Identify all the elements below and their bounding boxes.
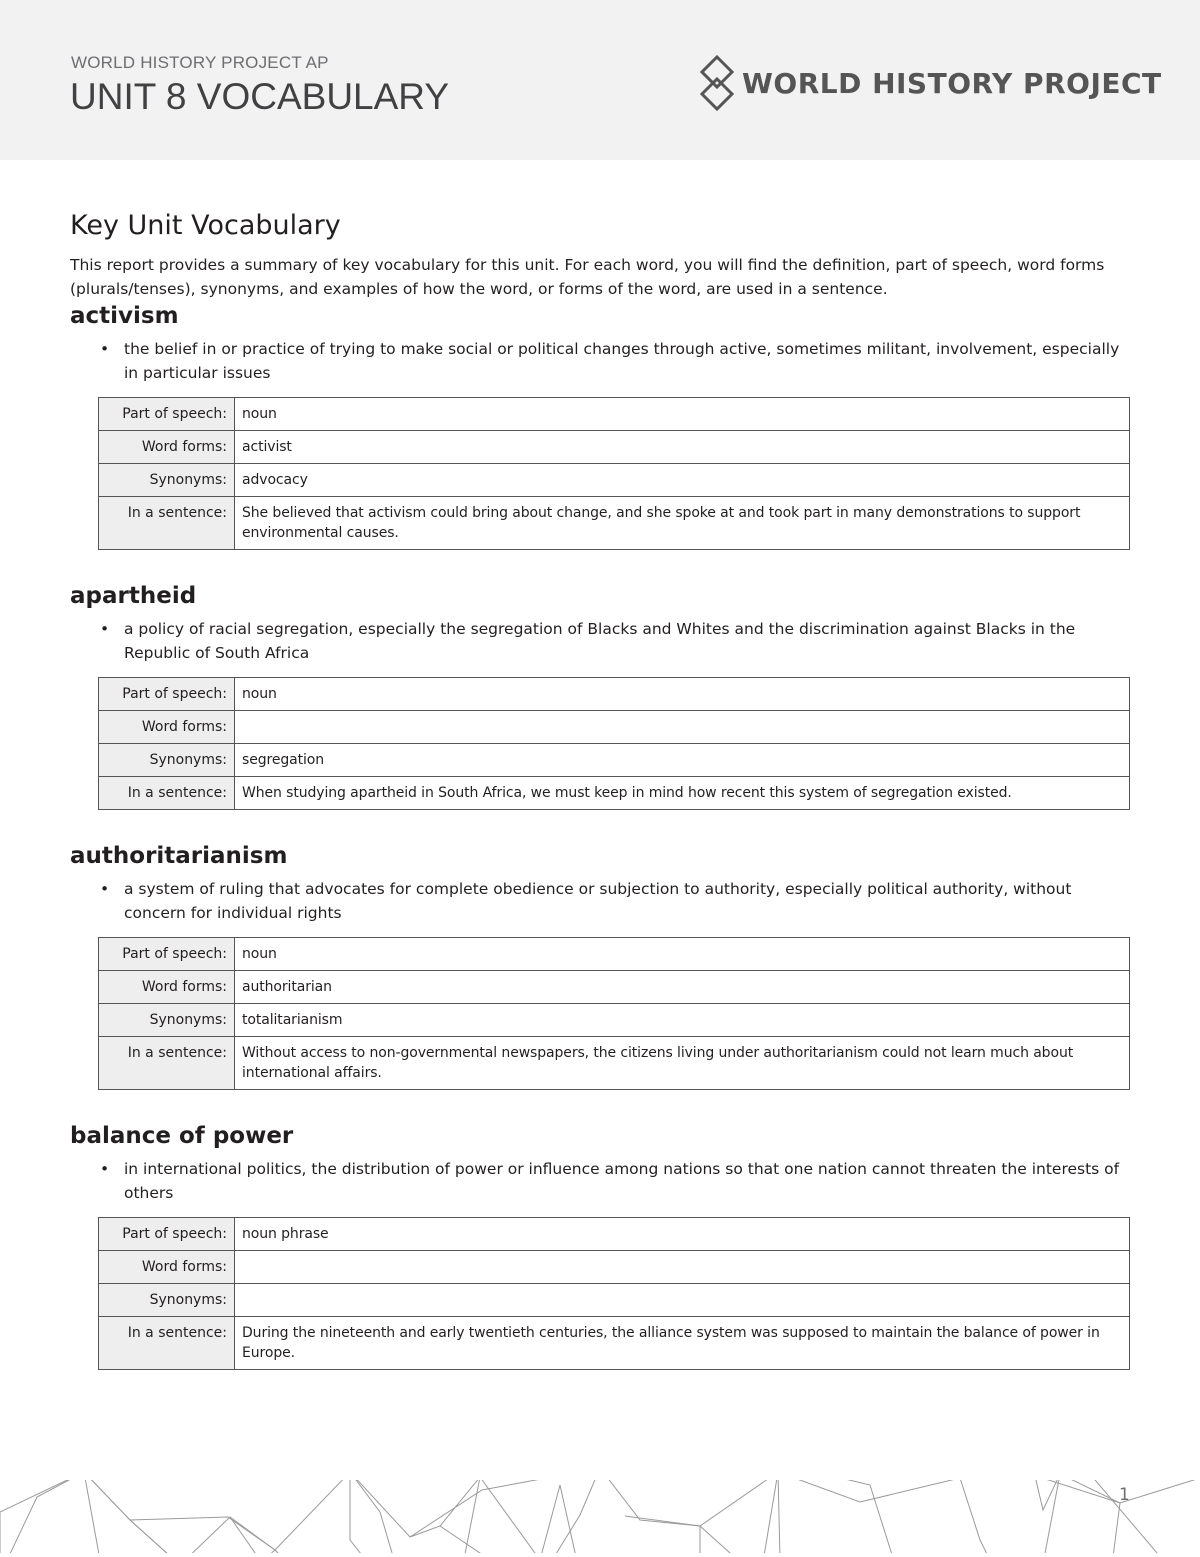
synonyms-label: Synonyms: xyxy=(99,1284,235,1317)
table-row xyxy=(99,1218,1130,1251)
word-forms-label: Word forms: xyxy=(99,711,235,744)
table-row xyxy=(99,971,1130,1004)
definition-list xyxy=(70,1157,1130,1205)
definition-list xyxy=(70,337,1130,385)
logo xyxy=(700,55,1162,111)
part-of-speech-value: noun xyxy=(235,678,1130,711)
vocab-entry xyxy=(70,581,1130,810)
synonyms-value: advocacy xyxy=(235,464,1130,497)
table-row xyxy=(99,1284,1130,1317)
definition-list xyxy=(70,877,1130,925)
part-of-speech-value: noun xyxy=(235,938,1130,971)
part-of-speech-value: noun phrase xyxy=(235,1218,1130,1251)
word-forms-label: Word forms: xyxy=(99,1251,235,1284)
example-sentence-label: In a sentence: xyxy=(99,1317,235,1370)
part-of-speech-label: Part of speech: xyxy=(99,1218,235,1251)
section-heading: Key Unit Vocabulary xyxy=(70,210,341,241)
synonyms-label: Synonyms: xyxy=(99,464,235,497)
unit-title: UNIT 8 VOCABULARY xyxy=(70,76,450,117)
example-sentence-value: She believed that activism could bring about change, and she spoke at and took part in many demonstrations to support environmental causes. xyxy=(235,497,1130,550)
vocab-table xyxy=(98,677,1130,810)
main-content xyxy=(70,206,1130,1370)
vocab-entry xyxy=(70,841,1130,1090)
page-number: 1 xyxy=(1119,1485,1130,1505)
part-of-speech-label: Part of speech: xyxy=(99,398,235,431)
table-row xyxy=(99,398,1130,431)
example-sentence-label: In a sentence: xyxy=(99,1037,235,1090)
intro-paragraph: This report provides a summary of key vocabulary for this unit. For each word, you will find the definition, part of speech, word forms (plurals/tenses), synonyms, and examples of how the word, or forms of the word, are used in a sentence. xyxy=(70,256,1105,298)
logo-text: WORLD HISTORY PROJECT xyxy=(742,66,1162,100)
vocab-word: authoritarianism xyxy=(70,843,288,869)
table-row xyxy=(99,464,1130,497)
table-row xyxy=(99,777,1130,810)
course-kicker: WORLD HISTORY PROJECT AP xyxy=(71,53,329,72)
word-forms-value xyxy=(235,1251,1130,1284)
word-forms-value: activist xyxy=(235,431,1130,464)
example-sentence-label: In a sentence: xyxy=(99,777,235,810)
vocab-entry xyxy=(70,301,1130,550)
polygon-pattern-icon xyxy=(0,1480,1200,1553)
table-row xyxy=(99,678,1130,711)
table-row xyxy=(99,938,1130,971)
definition: • the belief in or practice of trying to make social or political changes through active, sometimes militant, involvement, especially in particular issues xyxy=(124,337,1130,385)
synonyms-label: Synonyms: xyxy=(99,1004,235,1037)
synonyms-label: Synonyms: xyxy=(99,744,235,777)
part-of-speech-value: noun xyxy=(235,398,1130,431)
definition-list xyxy=(70,617,1130,665)
vocab-entry xyxy=(70,1121,1130,1370)
vocab-word: balance of power xyxy=(70,1123,294,1149)
word-forms-value: authoritarian xyxy=(235,971,1130,1004)
table-row xyxy=(99,711,1130,744)
synonyms-value xyxy=(235,1284,1130,1317)
page-header xyxy=(0,0,1200,160)
logo-mark-icon xyxy=(700,55,734,111)
synonyms-value: totalitarianism xyxy=(235,1004,1130,1037)
table-row xyxy=(99,1004,1130,1037)
example-sentence-value: Without access to non-governmental newspapers, the citizens living under authoritarianism could not learn much about international affairs. xyxy=(235,1037,1130,1090)
vocabulary-list xyxy=(70,301,1130,1370)
word-forms-label: Word forms: xyxy=(99,431,235,464)
definition: • a policy of racial segregation, especially the segregation of Blacks and Whites and the discrimination against Blacks in the Republic of South Africa xyxy=(124,617,1130,665)
example-sentence-label: In a sentence: xyxy=(99,497,235,550)
vocab-table xyxy=(98,397,1130,550)
footer-decoration xyxy=(0,1480,1200,1553)
part-of-speech-label: Part of speech: xyxy=(99,678,235,711)
table-row xyxy=(99,431,1130,464)
vocab-word: activism xyxy=(70,303,179,329)
table-row xyxy=(99,1251,1130,1284)
example-sentence-value: When studying apartheid in South Africa, we must keep in mind how recent this system of segregation existed. xyxy=(235,777,1130,810)
word-forms-value xyxy=(235,711,1130,744)
definition: • in international politics, the distribution of power or influence among nations so that one nation cannot threaten the interests of others xyxy=(124,1157,1130,1205)
synonyms-value: segregation xyxy=(235,744,1130,777)
table-row xyxy=(99,497,1130,550)
vocab-table xyxy=(98,1217,1130,1370)
definition: • a system of ruling that advocates for complete obedience or subjection to authority, especially political authority, without concern for individual rights xyxy=(124,877,1130,925)
part-of-speech-label: Part of speech: xyxy=(99,938,235,971)
table-row xyxy=(99,744,1130,777)
word-forms-label: Word forms: xyxy=(99,971,235,1004)
example-sentence-value: During the nineteenth and early twentieth centuries, the alliance system was supposed to maintain the balance of power in Europe. xyxy=(235,1317,1130,1370)
table-row xyxy=(99,1037,1130,1090)
vocab-word: apartheid xyxy=(70,583,197,609)
vocab-table xyxy=(98,937,1130,1090)
table-row xyxy=(99,1317,1130,1370)
